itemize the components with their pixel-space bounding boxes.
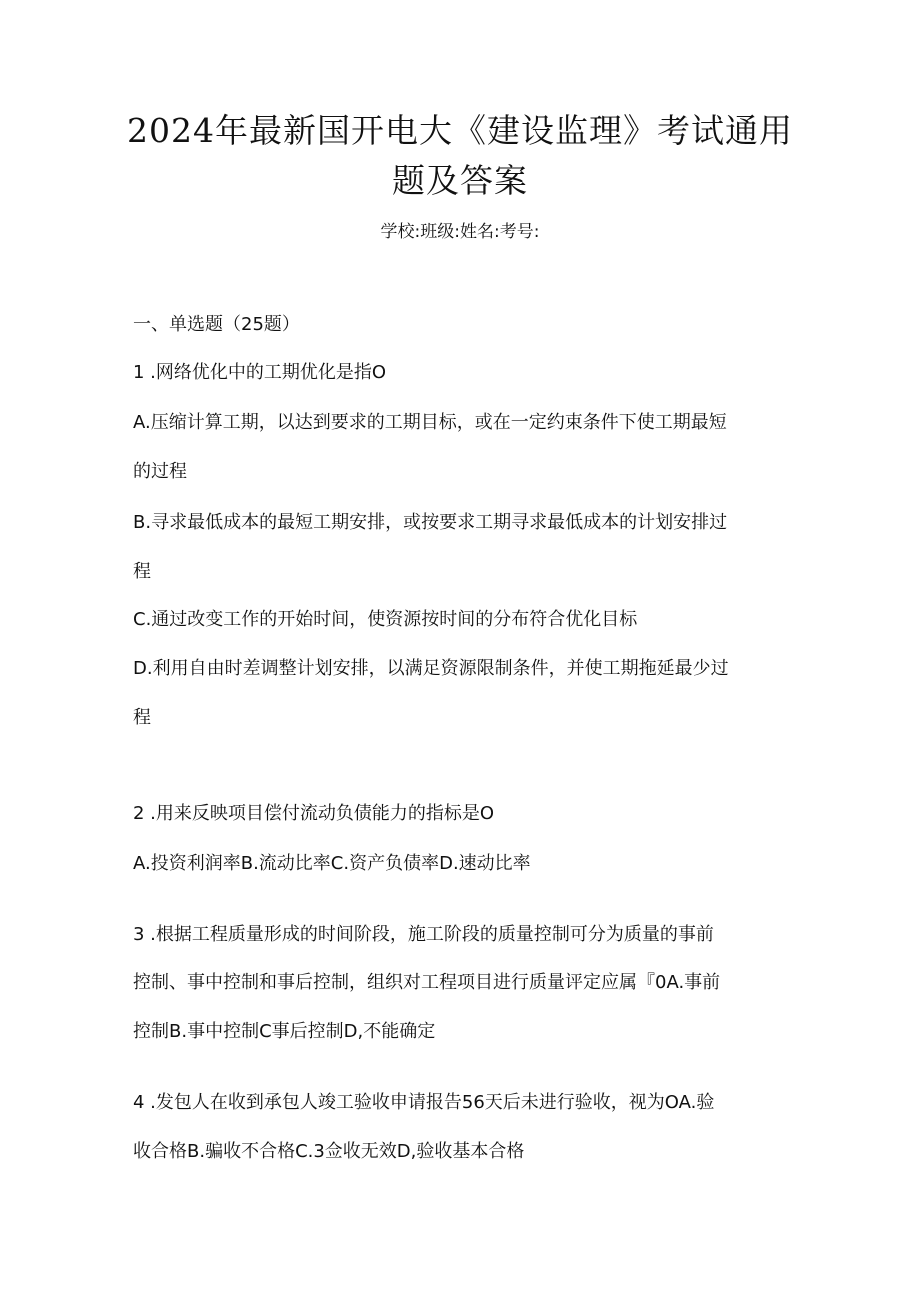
question-4-line-2: 收合格B.骗收不合格C.3佥收无效D,验收基本合格 bbox=[133, 1141, 525, 1162]
student-info-line: 学校:班级:姓名:考号: bbox=[380, 222, 540, 242]
section-heading: 一、单选题（25题） bbox=[133, 314, 300, 335]
document-title-line-2: 题及答案 bbox=[392, 161, 528, 200]
question-3-line-3: 控制B.事中控制C事后控制D,不能确定 bbox=[133, 1021, 436, 1042]
question-1-option-b-line-2: 程 bbox=[133, 561, 151, 582]
question-1-option-c: C.通过改变工作的开始时间，使资源按时间的分布符合优化目标 bbox=[133, 609, 638, 630]
question-1-option-a-line-2: 的过程 bbox=[133, 461, 187, 482]
question-4-line-1: 4 .发包人在收到承包人竣工验收申请报告56天后未进行验收，视为OA.验 bbox=[133, 1092, 715, 1113]
document-title-line-1: 2024年最新国开电大《建设监理》考试通用 bbox=[127, 111, 793, 150]
question-2-options: A.投资利润率B.流动比率C.资产负债率D.速动比率 bbox=[133, 853, 531, 874]
question-3-line-1: 3 .根据工程质量形成的时间阶段，施工阶段的质量控制可分为质量的事前 bbox=[133, 924, 714, 945]
question-1-option-d-line-1: D.利用自由时差调整计划安排，以满足资源限制条件，并使工期拖延最少过 bbox=[133, 658, 729, 679]
question-2-stem: 2 .用来反映项目偿付流动负债能力的指标是O bbox=[133, 803, 495, 824]
question-1-stem: 1 .网络优化中的工期优化是指O bbox=[133, 362, 387, 383]
question-1-option-a-line-1: A.压缩计算工期，以达到要求的工期目标，或在一定约束条件下使工期最短 bbox=[133, 412, 727, 433]
question-1-option-b-line-1: B.寻求最低成本的最短工期安排，或按要求工期寻求最低成本的计划安排过 bbox=[133, 512, 728, 533]
question-3-line-2: 控制、事中控制和事后控制，组织对工程项目进行质量评定应属『0A.事前 bbox=[133, 972, 721, 993]
question-1-option-d-line-2: 程 bbox=[133, 707, 151, 728]
